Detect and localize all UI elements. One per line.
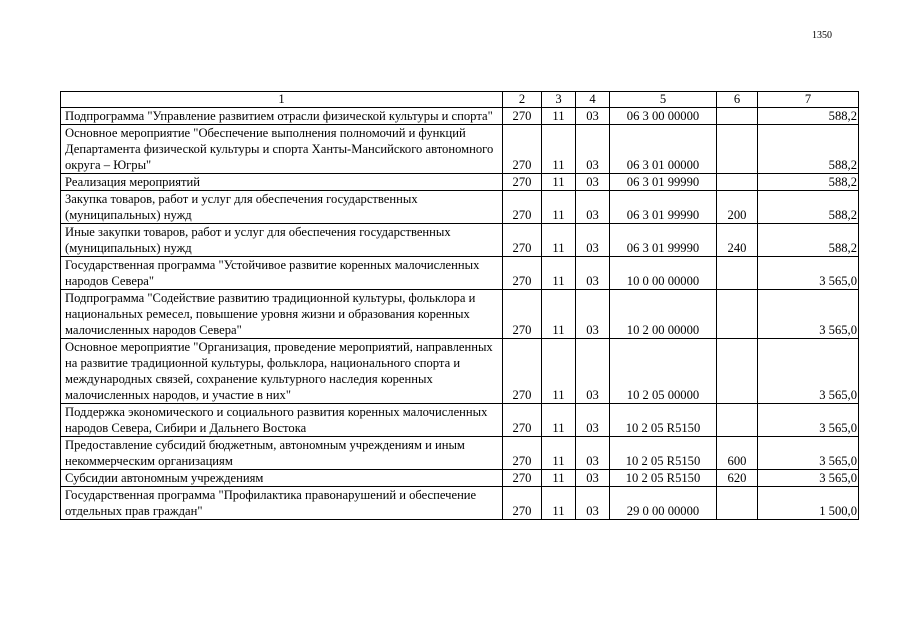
table-row: [61, 174, 859, 191]
row-subsection-cell: 03: [576, 404, 610, 437]
row-name-cell: Основное мероприятие "Организация, проведение мероприятий, направленных на развитие традиционной культуры, фольклора, национального спорта и международных связей, сохранение культурного наследия коренных малочисленных народов, и участие в них": [61, 339, 503, 404]
budget-table: [60, 91, 859, 520]
table-row: [61, 257, 859, 290]
page-number: 1350: [812, 30, 832, 41]
row-subsection-cell: 03: [576, 224, 610, 257]
row-ministry-cell: 270: [503, 437, 542, 470]
row-section-cell: 11: [542, 404, 576, 437]
row-section-cell: 11: [542, 174, 576, 191]
table-row: [61, 339, 859, 404]
row-target-article-cell: 10 2 05 R5150: [610, 404, 717, 437]
row-expense-type-cell: [717, 257, 758, 290]
row-name-cell: Закупка товаров, работ и услуг для обеспечения государственных (муниципальных) нужд: [61, 191, 503, 224]
row-target-article-cell: 10 2 05 00000: [610, 339, 717, 404]
table-row: [61, 125, 859, 174]
row-expense-type-cell: [717, 339, 758, 404]
row-expense-type-cell: [717, 108, 758, 125]
table-row: [61, 470, 859, 487]
row-name-cell: Реализация мероприятий: [61, 174, 503, 191]
row-section-cell: 11: [542, 224, 576, 257]
row-section-cell: 11: [542, 487, 576, 520]
row-section-cell: 11: [542, 191, 576, 224]
row-subsection-cell: 03: [576, 339, 610, 404]
header-cell: 4: [576, 92, 610, 108]
row-ministry-cell: 270: [503, 191, 542, 224]
row-target-article-cell: 10 2 05 R5150: [610, 470, 717, 487]
row-target-article-cell: 06 3 00 00000: [610, 108, 717, 125]
row-name-cell: Государственная программа "Устойчивое развитие коренных малочисленных народов Севера": [61, 257, 503, 290]
row-name-cell: Иные закупки товаров, работ и услуг для обеспечения государственных (муниципальных) нужд: [61, 224, 503, 257]
header-cell: 2: [503, 92, 542, 108]
row-ministry-cell: 270: [503, 257, 542, 290]
header-cell: 5: [610, 92, 717, 108]
row-amount-cell: 588,2: [758, 108, 859, 125]
table-row: [61, 437, 859, 470]
row-amount-cell: 3 565,0: [758, 437, 859, 470]
row-amount-cell: 588,2: [758, 224, 859, 257]
row-expense-type-cell: 600: [717, 437, 758, 470]
row-amount-cell: 588,2: [758, 174, 859, 191]
row-expense-type-cell: [717, 290, 758, 339]
row-expense-type-cell: [717, 125, 758, 174]
row-section-cell: 11: [542, 290, 576, 339]
row-amount-cell: 3 565,0: [758, 470, 859, 487]
row-section-cell: 11: [542, 437, 576, 470]
row-amount-cell: 588,2: [758, 125, 859, 174]
row-target-article-cell: 29 0 00 00000: [610, 487, 717, 520]
table-header-row: [61, 92, 859, 108]
row-section-cell: 11: [542, 125, 576, 174]
row-section-cell: 11: [542, 108, 576, 125]
row-name-cell: Государственная программа "Профилактика правонарушений и обеспечение отдельных прав граждан": [61, 487, 503, 520]
row-section-cell: 11: [542, 470, 576, 487]
row-section-cell: 11: [542, 257, 576, 290]
row-target-article-cell: 06 3 01 99990: [610, 224, 717, 257]
row-expense-type-cell: 200: [717, 191, 758, 224]
row-target-article-cell: 06 3 01 00000: [610, 125, 717, 174]
table-row: [61, 108, 859, 125]
row-ministry-cell: 270: [503, 470, 542, 487]
row-expense-type-cell: [717, 487, 758, 520]
row-expense-type-cell: [717, 174, 758, 191]
header-cell: 3: [542, 92, 576, 108]
row-name-cell: Поддержка экономического и социального развития коренных малочисленных народов Севера, Сибири и Дальнего Востока: [61, 404, 503, 437]
row-ministry-cell: 270: [503, 404, 542, 437]
table-row: [61, 487, 859, 520]
row-subsection-cell: 03: [576, 174, 610, 191]
row-subsection-cell: 03: [576, 487, 610, 520]
header-cell: 1: [61, 92, 503, 108]
row-subsection-cell: 03: [576, 470, 610, 487]
row-target-article-cell: 10 0 00 00000: [610, 257, 717, 290]
header-cell: 6: [717, 92, 758, 108]
row-subsection-cell: 03: [576, 108, 610, 125]
table-row: [61, 290, 859, 339]
row-ministry-cell: 270: [503, 339, 542, 404]
row-expense-type-cell: [717, 404, 758, 437]
row-amount-cell: 3 565,0: [758, 339, 859, 404]
row-amount-cell: 3 565,0: [758, 290, 859, 339]
row-ministry-cell: 270: [503, 487, 542, 520]
row-name-cell: Субсидии автономным учреждениям: [61, 470, 503, 487]
table-row: [61, 191, 859, 224]
row-subsection-cell: 03: [576, 125, 610, 174]
row-amount-cell: 3 565,0: [758, 404, 859, 437]
row-amount-cell: 1 500,0: [758, 487, 859, 520]
table-row: [61, 404, 859, 437]
row-subsection-cell: 03: [576, 290, 610, 339]
row-ministry-cell: 270: [503, 290, 542, 339]
row-subsection-cell: 03: [576, 191, 610, 224]
row-name-cell: Основное мероприятие "Обеспечение выполнения полномочий и функций Департамента физической культуры и спорта Ханты-Мансийского автономного округа – Югры": [61, 125, 503, 174]
row-amount-cell: 3 565,0: [758, 257, 859, 290]
row-subsection-cell: 03: [576, 437, 610, 470]
row-ministry-cell: 270: [503, 108, 542, 125]
table-row: [61, 224, 859, 257]
row-target-article-cell: 10 2 05 R5150: [610, 437, 717, 470]
row-subsection-cell: 03: [576, 257, 610, 290]
row-target-article-cell: 06 3 01 99990: [610, 174, 717, 191]
row-section-cell: 11: [542, 339, 576, 404]
header-cell: 7: [758, 92, 859, 108]
row-target-article-cell: 06 3 01 99990: [610, 191, 717, 224]
row-name-cell: Предоставление субсидий бюджетным, автономным учреждениям и иным некоммерческим организациям: [61, 437, 503, 470]
row-ministry-cell: 270: [503, 174, 542, 191]
row-ministry-cell: 270: [503, 224, 542, 257]
row-expense-type-cell: 620: [717, 470, 758, 487]
row-expense-type-cell: 240: [717, 224, 758, 257]
row-amount-cell: 588,2: [758, 191, 859, 224]
row-name-cell: Подпрограмма "Содействие развитию традиционной культуры, фольклора и национальных ремесел, повышение уровня жизни и образования коренных малочисленных народов Севера": [61, 290, 503, 339]
row-target-article-cell: 10 2 00 00000: [610, 290, 717, 339]
row-ministry-cell: 270: [503, 125, 542, 174]
row-name-cell: Подпрограмма "Управление развитием отрасли физической культуры и спорта": [61, 108, 503, 125]
